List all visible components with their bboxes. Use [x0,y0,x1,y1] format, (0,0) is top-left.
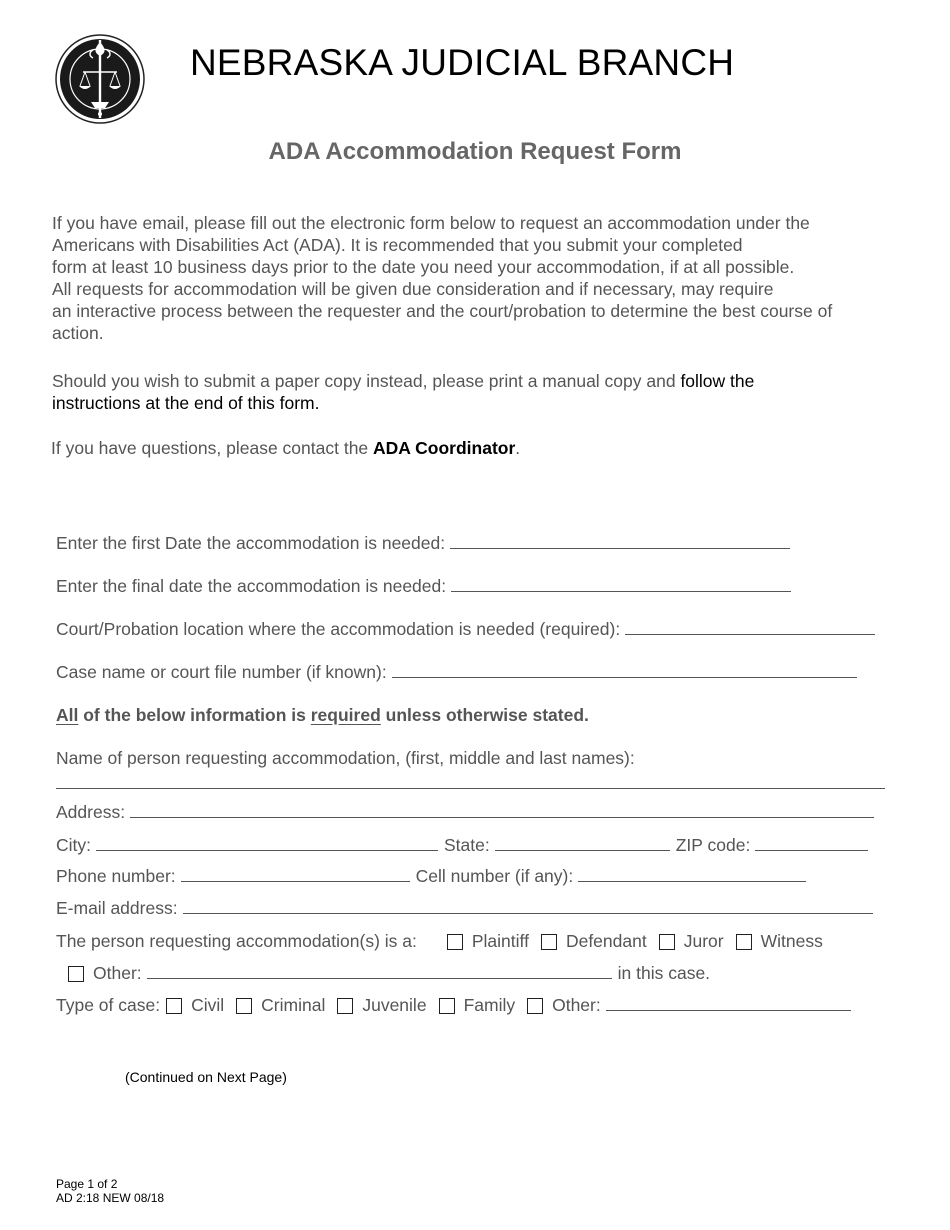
instructions-link-continued[interactable]: instructions at the end of this form. [52,393,320,413]
checkbox[interactable] [236,998,252,1014]
case-name-label: Case name or court file number (if known): [56,662,387,682]
address-input[interactable] [130,802,874,818]
intro-paragraph [52,212,832,344]
address-row [56,802,874,823]
intro-line: If you have email, please fill out the electronic form below to request an accommodation under the [52,213,810,233]
city-input[interactable] [96,835,438,851]
final-date-row [56,576,791,597]
case-type-criminal[interactable] [236,995,325,1015]
requester-role-row [56,931,823,952]
intro-line: All requests for accommodation will be given due consideration and if necessary, may require [52,279,774,299]
requester-name-input[interactable] [56,788,885,789]
email-row [56,898,873,919]
role-plaintiff-label: Plaintiff [471,931,529,951]
page-number: Page 1 of 2 [56,1177,118,1191]
city-label: City: [56,835,91,855]
role-other-row [68,963,710,984]
questions-text: If you have questions, please contact the [51,438,374,458]
phone-label: Phone number: [56,866,176,886]
ada-coordinator-link[interactable]: ADA Coordinator [373,438,516,458]
role-witness[interactable] [736,931,823,951]
role-plaintiff[interactable] [447,931,529,951]
required-notice [56,705,589,726]
requester-role-label: The person requesting accommodation(s) is a: [56,931,417,951]
case-type-other-label: Other: [552,995,601,1015]
final-date-input[interactable] [451,576,791,592]
checkbox[interactable] [736,934,752,950]
location-label: Court/Probation location where the accommodation is needed (required): [56,619,621,639]
phone-row [56,866,806,887]
judicial-seal-logo [55,34,145,124]
paper-copy-paragraph [52,370,754,414]
role-defendant-label: Defendant [565,931,647,951]
role-defendant[interactable] [541,931,647,951]
final-date-label: Enter the final date the accommodation is needed: [56,576,447,596]
case-type-other-input[interactable] [606,995,851,1011]
checkbox[interactable] [166,998,182,1014]
state-input[interactable] [495,835,670,851]
checkbox[interactable] [439,998,455,1014]
checkbox[interactable] [527,998,543,1014]
case-type-criminal-label: Criminal [261,995,326,1015]
case-type-family[interactable] [439,995,516,1015]
case-type-label: Type of case: [56,995,161,1015]
state-label: State: [444,835,490,855]
case-type-civil[interactable] [166,995,224,1015]
form-code: AD 2:18 NEW 08/18 [56,1191,165,1205]
checkbox[interactable] [541,934,557,950]
agency-name: NEBRASKA JUDICIAL BRANCH [190,42,735,83]
intro-line: Americans with Disabilities Act (ADA). It is recommended that you submit your completed [52,235,743,255]
case-type-civil-label: Civil [191,995,225,1015]
continued-note: (Continued on Next Page) [125,1069,287,1085]
role-other-label: Other: [93,963,142,983]
role-other-suffix: in this case. [617,963,711,983]
required-end: unless otherwise stated. [380,705,589,725]
paper-copy-text: Should you wish to submit a paper copy instead, please print a manual copy and [52,371,681,391]
role-other-input[interactable] [147,963,612,979]
city-state-zip-row [56,835,868,856]
intro-line: an interactive process between the requester and the court/probation to determine the best course of [52,301,833,321]
case-type-family-label: Family [463,995,516,1015]
phone-input[interactable] [181,866,410,882]
form-title: ADA Accommodation Request Form [268,138,682,165]
location-input[interactable] [625,619,875,635]
required-word: required [310,705,381,725]
case-type-juvenile[interactable] [337,995,426,1015]
role-witness-label: Witness [760,931,823,951]
role-juror-label: Juror [683,931,724,951]
email-input[interactable] [183,898,873,914]
case-name-input[interactable] [392,662,857,678]
address-label: Address: [56,802,126,822]
location-row [56,619,875,640]
first-date-row [56,533,790,554]
checkbox[interactable] [337,998,353,1014]
instructions-link[interactable]: follow the [680,371,755,391]
case-type-row [56,995,851,1016]
questions-period: . [515,438,521,458]
required-all: All [56,705,79,725]
zip-label: ZIP code: [675,835,751,855]
footer [56,1177,164,1205]
zip-input[interactable] [755,835,868,851]
intro-line: action. [52,323,104,343]
email-label: E-mail address: [56,898,178,918]
case-name-row [56,662,857,683]
first-date-label: Enter the first Date the accommodation is needed: [56,533,446,553]
role-juror[interactable] [659,931,724,951]
checkbox[interactable] [659,934,675,950]
case-type-juvenile-label: Juvenile [362,995,427,1015]
questions-paragraph [51,437,520,459]
cell-input[interactable] [578,866,806,882]
checkbox[interactable] [68,966,84,982]
required-mid: of the below information is [78,705,311,725]
cell-label: Cell number (if any): [415,866,574,886]
checkbox[interactable] [447,934,463,950]
requester-name-label: Name of person requesting accommodation, (first, middle and last names): [56,748,635,768]
intro-line: form at least 10 business days prior to the date you need your accommodation, if at all possible. [52,257,795,277]
first-date-input[interactable] [450,533,790,549]
